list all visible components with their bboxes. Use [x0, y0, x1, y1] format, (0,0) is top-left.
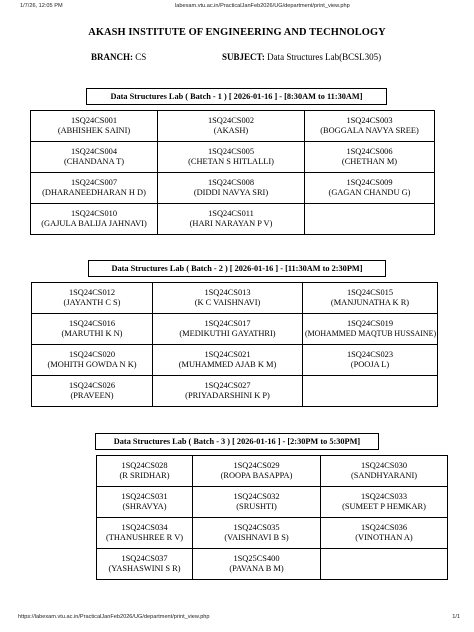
empty-cell: [303, 376, 438, 407]
table-row: [32, 345, 438, 376]
student-usn: 1SQ24CS002: [207, 115, 255, 125]
student-usn: 1SQ24CS013: [204, 287, 251, 297]
student-name: (CHANDANA T): [63, 157, 125, 166]
subject-value: Data Structures Lab(BCSL305): [267, 52, 382, 62]
student-cell: [303, 345, 438, 376]
student-name: (MANJUNATHA K R): [330, 298, 410, 307]
student-cell: [153, 345, 303, 376]
student-cell: [31, 142, 158, 173]
table-row: [31, 173, 435, 204]
student-name: (R SRIDHAR): [119, 471, 170, 480]
student-cell: [303, 283, 438, 314]
student-name: (VINOTHAN A): [355, 533, 413, 542]
batch-3-table: [96, 455, 448, 580]
print-header: [8, 3, 466, 15]
student-cell: [158, 204, 305, 235]
student-name: (THANUSHREE R V): [105, 533, 184, 542]
student-name: (K C VAISHNAVI): [194, 298, 261, 307]
student-name: (GAJULA BALIJA JAHNAVI): [41, 219, 147, 228]
student-cell: [193, 518, 321, 549]
student-name: (HARI NARAYAN P V): [189, 219, 273, 228]
student-name: (DHARANEEDHARAN H D): [42, 188, 146, 197]
batch-3-title: Data Structures Lab ( Batch - 3 ) [ 2026-01-16 ] - [2:30PM to 5:30PM]: [95, 433, 379, 450]
batch-2-title: Data Structures Lab ( Batch - 2 ) [ 2026-01-16 ] - [11:30AM to 2:30PM]: [88, 260, 386, 277]
student-cell: [303, 314, 438, 345]
student-usn: 1SQ24CS008: [207, 177, 255, 187]
student-usn: 1SQ24CS010: [70, 208, 118, 218]
student-cell: [158, 111, 305, 142]
student-cell: [158, 142, 305, 173]
student-usn: 1SQ24CS012: [68, 287, 116, 297]
student-name: (SRUSHTI): [236, 502, 277, 511]
table-row: [32, 283, 438, 314]
student-name: (ROOPA BASAPPA): [220, 471, 293, 480]
student-cell: [97, 549, 193, 580]
table-row: [97, 518, 448, 549]
student-name: (PRAVEEN): [70, 391, 114, 400]
student-name: (GAGAN CHANDU G): [328, 188, 411, 197]
table-row: [32, 314, 438, 345]
print-footer-url: https://labexam.vtu.ac.in/PracticalJanFeb2026/UG/department/print_view.php: [18, 614, 210, 620]
branch-value: CS: [135, 52, 147, 62]
empty-cell: [305, 204, 435, 235]
student-usn: 1SQ24CS017: [204, 318, 251, 328]
student-usn: 1SQ24CS026: [68, 380, 116, 390]
student-cell: [32, 376, 153, 407]
student-usn: 1SQ25CS400: [233, 553, 280, 563]
student-cell: [153, 376, 303, 407]
batch-2-table: [31, 282, 438, 407]
student-usn: 1SQ24CS006: [346, 146, 393, 156]
student-name: (MEDIKUTHI GAYATHRI): [179, 329, 276, 338]
student-cell: [153, 283, 303, 314]
table-row: [97, 549, 448, 580]
student-name: (SHRAVYA): [122, 502, 167, 511]
student-usn: 1SQ24CS004: [70, 146, 118, 156]
student-name: (SUMEET P HEMKAR): [342, 502, 426, 511]
student-usn: 1SQ24CS029: [233, 460, 280, 470]
student-name: (ABHISHEK SAINI): [57, 126, 131, 135]
student-usn: 1SQ24CS036: [360, 522, 408, 532]
print-footer: [8, 614, 466, 626]
student-usn: 1SQ24CS030: [360, 460, 408, 470]
student-usn: 1SQ24CS007: [70, 177, 118, 187]
table-row: [31, 204, 435, 235]
student-usn: 1SQ24CS033: [360, 491, 408, 501]
student-usn: 1SQ24CS031: [121, 491, 168, 501]
student-name: (YASHASWINI S R): [108, 564, 181, 573]
student-name: (BOGGALA NAVYA SREE): [320, 126, 419, 135]
print-page-number: 1/1: [452, 614, 460, 620]
subject-info: [222, 52, 381, 62]
student-cell: [305, 173, 435, 204]
student-cell: [153, 314, 303, 345]
batch-1-title: Data Structures Lab ( Batch - 1 ) [ 2026-01-16 ] - [8:30AM to 11:30AM]: [86, 88, 387, 105]
branch-label: BRANCH:: [91, 52, 133, 62]
student-name: (MUHAMMED AJAB K M): [178, 360, 277, 369]
student-cell: [321, 456, 448, 487]
student-cell: [32, 314, 153, 345]
student-cell: [31, 111, 158, 142]
student-usn: 1SQ24CS021: [204, 349, 251, 359]
student-name: (POOJA L): [350, 360, 390, 369]
student-cell: [193, 487, 321, 518]
student-usn: 1SQ24CS020: [68, 349, 116, 359]
student-usn: 1SQ24CS009: [346, 177, 393, 187]
student-name: (PAVANA B M): [229, 564, 284, 573]
student-cell: [305, 142, 435, 173]
student-cell: [97, 518, 193, 549]
subject-label: SUBJECT:: [222, 52, 265, 62]
table-row: [97, 456, 448, 487]
student-usn: 1SQ24CS001: [70, 115, 118, 125]
student-name: (CHETHAN M): [341, 157, 398, 166]
student-cell: [321, 518, 448, 549]
student-usn: 1SQ24CS003: [346, 115, 393, 125]
print-datetime: 1/7/26, 12:05 PM: [20, 3, 63, 9]
student-usn: 1SQ24CS027: [204, 380, 251, 390]
student-cell: [193, 456, 321, 487]
student-cell: [305, 111, 435, 142]
student-usn: 1SQ24CS011: [208, 208, 254, 218]
table-row: [97, 487, 448, 518]
student-usn: 1SQ24CS015: [346, 287, 394, 297]
student-cell: [158, 173, 305, 204]
student-name: (SANDHYARANI): [350, 471, 418, 480]
student-usn: 1SQ24CS005: [207, 146, 255, 156]
print-page-title: labexam.vtu.ac.in/PracticalJanFeb2026/UG/department/print_view.php: [175, 3, 350, 9]
student-name: (MOHITH GOWDA N K): [47, 360, 137, 369]
student-name: (MOHAMMED MAQTUB HUSSAINE): [305, 329, 437, 338]
table-row: [31, 111, 435, 142]
student-cell: [32, 283, 153, 314]
student-name: (JAYANTH C S): [63, 298, 121, 307]
institute-name: AKASH INSTITUTE OF ENGINEERING AND TECHNOLOGY: [88, 27, 386, 38]
table-row: [32, 376, 438, 407]
student-cell: [97, 487, 193, 518]
branch-info: [91, 52, 146, 62]
student-name: (CHETAN S HITLALLI): [188, 157, 274, 166]
batch-1-table: [30, 110, 435, 235]
student-cell: [31, 204, 158, 235]
student-usn: 1SQ24CS028: [121, 460, 168, 470]
student-usn: 1SQ24CS034: [121, 522, 168, 532]
student-usn: 1SQ24CS019: [346, 318, 394, 328]
student-usn: 1SQ24CS035: [233, 522, 280, 532]
student-usn: 1SQ24CS023: [346, 349, 394, 359]
student-name: (MARUTHI K N): [61, 329, 123, 338]
student-name: (AKASH): [213, 126, 249, 135]
student-cell: [31, 173, 158, 204]
student-usn: 1SQ24CS032: [233, 491, 280, 501]
student-name: (PRIYADARSHINI K P): [185, 391, 270, 400]
student-name: (VAISHNAVI B S): [224, 533, 289, 542]
student-usn: 1SQ24CS016: [68, 318, 116, 328]
student-cell: [32, 345, 153, 376]
student-cell: [193, 549, 321, 580]
student-cell: [97, 456, 193, 487]
empty-cell: [321, 549, 448, 580]
student-cell: [321, 487, 448, 518]
student-usn: 1SQ24CS037: [121, 553, 168, 563]
table-row: [31, 142, 435, 173]
student-name: (DIDDI NAVYA SRI): [193, 188, 269, 197]
